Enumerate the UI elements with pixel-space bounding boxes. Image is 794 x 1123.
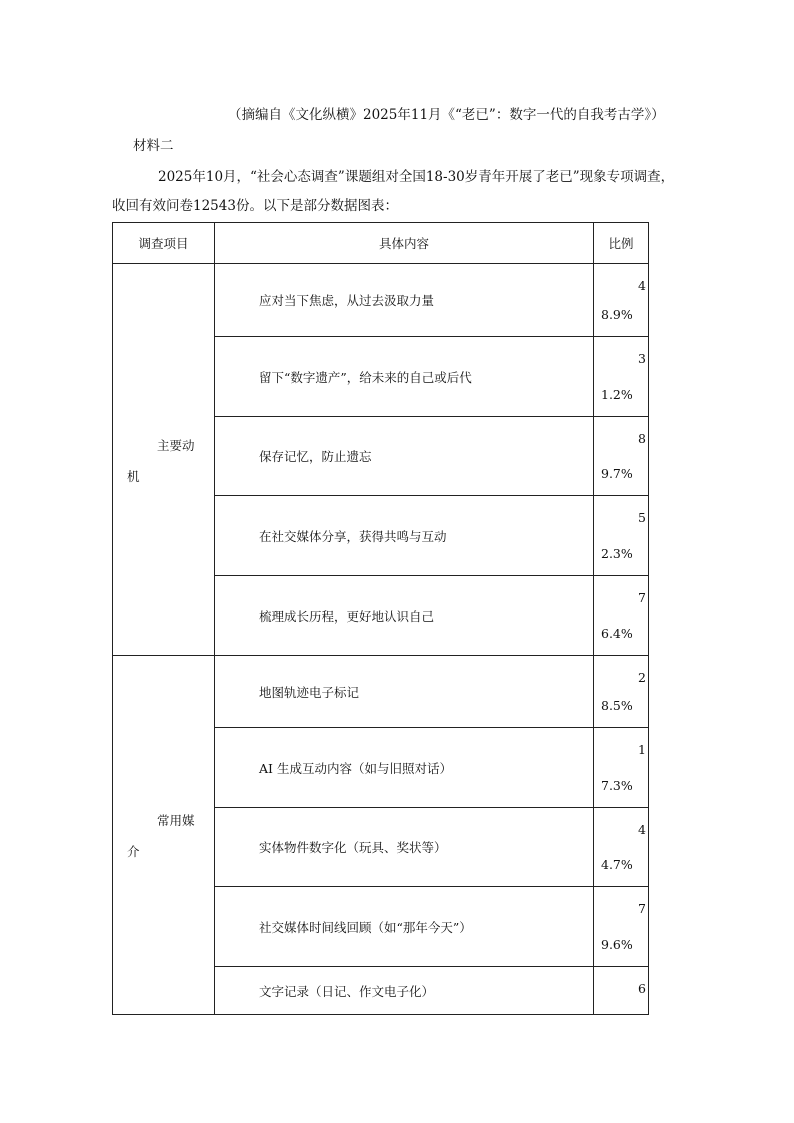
ratio-fragment-top: 8 (638, 431, 646, 446)
category-label-line2: 介 (127, 844, 140, 859)
ratio-fragment-top: 7 (638, 590, 646, 605)
ratio-cell (594, 576, 649, 656)
category-cell-media (113, 656, 215, 1015)
intro-paragraph-line-1: 2025年10月，“社会心态调查”课题组对全国18-30岁青年开展了老已”现象专项调查， (158, 169, 675, 185)
section-heading: 材料二 (133, 138, 174, 154)
category-cell-motivation (113, 264, 215, 656)
table-row (113, 656, 649, 728)
content-cell: 梳理成长历程，更好地认识自己 (215, 576, 594, 656)
ratio-fragment-top: 4 (638, 278, 646, 293)
content-cell: 实体物件数字化（玩具、奖状等） (215, 808, 594, 887)
ratio-fragment-bottom: 8.9% (601, 307, 633, 322)
intro-paragraph-line-2: 收回有效问卷12543份。以下是部分数据图表： (112, 198, 398, 214)
content-cell: 社交媒体时间线回顾（如“那年今天”） (215, 887, 594, 967)
ratio-fragment-top: 1 (638, 742, 646, 757)
survey-table (112, 222, 649, 1015)
ratio-fragment-top: 4 (638, 822, 646, 837)
ratio-fragment-bottom: 9.6% (601, 937, 633, 952)
ratio-fragment-bottom: 2.3% (601, 546, 633, 561)
content-cell: 保存记忆，防止遗忘 (215, 417, 594, 496)
content-cell: 地图轨迹电子标记 (215, 656, 594, 728)
category-label-line2: 机 (127, 469, 140, 484)
ratio-cell (594, 808, 649, 887)
category-label-line1: 主要动 (157, 438, 195, 453)
source-citation: （摘编自《文化纵横》2025年11月《“老已”：数字一代的自我考古学》） (228, 107, 665, 123)
ratio-fragment-top: 3 (638, 351, 646, 366)
ratio-cell (594, 496, 649, 576)
content-cell: 应对当下焦虑，从过去汲取力量 (215, 264, 594, 337)
ratio-cell (594, 887, 649, 967)
ratio-fragment-top: 2 (638, 670, 646, 685)
header-survey-item: 调查项目 (113, 223, 215, 264)
ratio-fragment-bottom: 9.7% (601, 466, 633, 481)
ratio-fragment-top: 5 (638, 510, 646, 525)
ratio-cell (594, 967, 649, 1015)
header-ratio: 比例 (594, 223, 649, 264)
ratio-fragment-top: 6 (638, 981, 646, 996)
ratio-cell (594, 417, 649, 496)
header-content: 具体内容 (215, 223, 594, 264)
ratio-cell (594, 728, 649, 808)
ratio-fragment-top: 7 (638, 901, 646, 916)
ratio-fragment-bottom: 7.3% (601, 778, 633, 793)
ratio-cell (594, 337, 649, 417)
table-header-row (113, 223, 649, 264)
ratio-fragment-bottom: 4.7% (601, 857, 633, 872)
content-cell: 留下“数字遗产”，给未来的自己或后代 (215, 337, 594, 417)
content-cell: AI 生成互动内容（如与旧照对话） (215, 728, 594, 808)
content-cell: 在社交媒体分享，获得共鸣与互动 (215, 496, 594, 576)
ratio-fragment-bottom: 1.2% (601, 387, 633, 402)
ratio-fragment-bottom: 6.4% (601, 626, 633, 641)
category-label-line1: 常用媒 (157, 813, 195, 828)
content-cell: 文字记录（日记、作文电子化） (215, 967, 594, 1015)
ratio-fragment-bottom: 8.5% (601, 698, 633, 713)
ratio-cell (594, 656, 649, 728)
table-row (113, 264, 649, 337)
ratio-cell (594, 264, 649, 337)
